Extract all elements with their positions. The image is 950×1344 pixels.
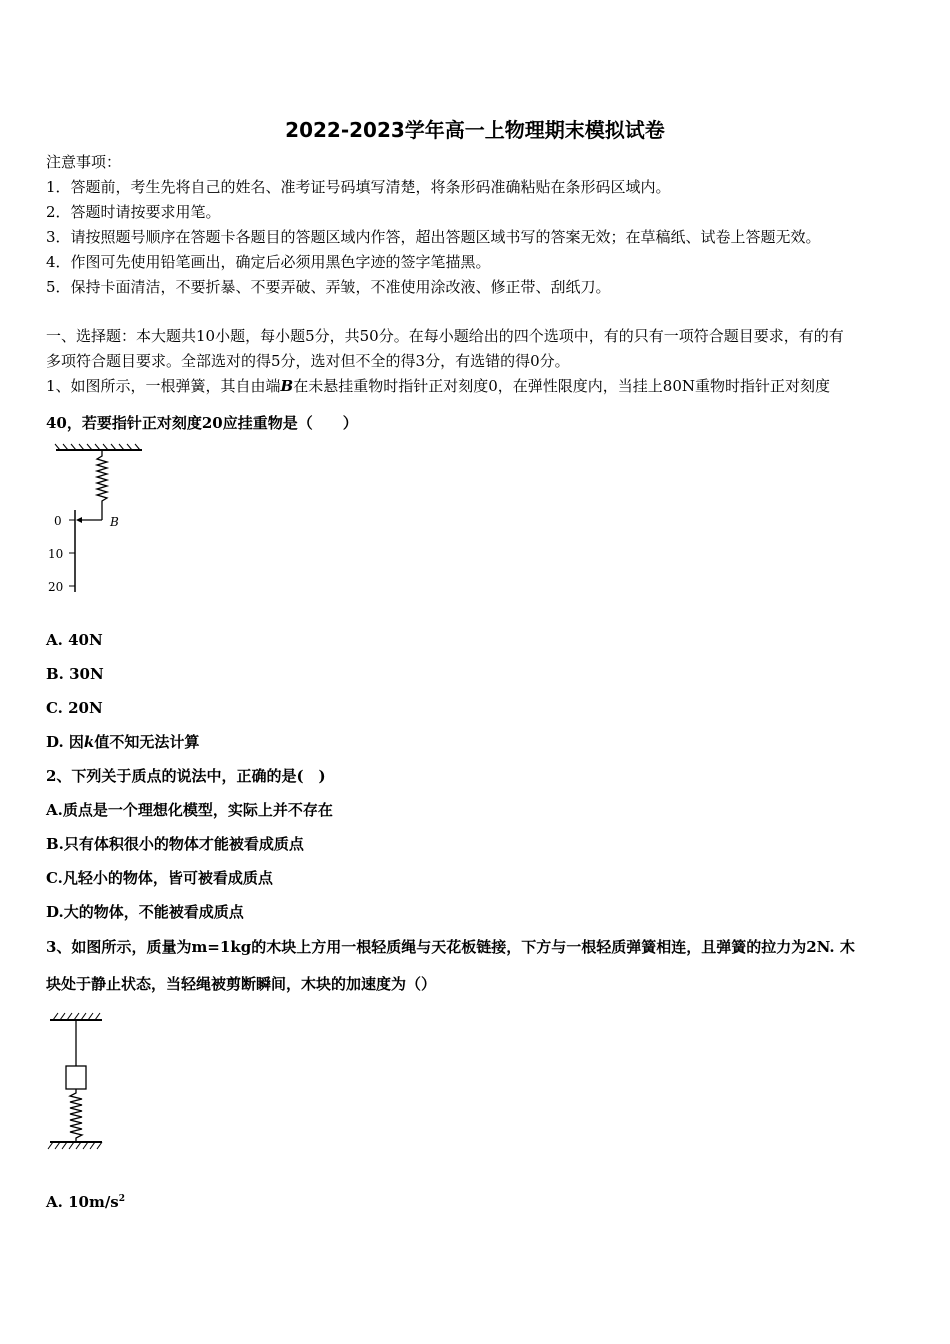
- q1-stem-part-a: 1、如图所示，一根弹簧，其自由端: [46, 377, 281, 395]
- section-instructions-line2: 多项符合题目要求。全部选对的得5分，选对但不全的得3分，有选错的得0分。: [46, 352, 570, 370]
- q1-tick-label-10: 10: [48, 547, 64, 561]
- q1-option-d-prefix: D. 因: [46, 733, 84, 751]
- q1-option-b: B. 30N: [46, 665, 104, 683]
- q3-block-spring-figure: [44, 1006, 114, 1156]
- q2-option-d: D.大的物体，不能被看成质点: [46, 903, 244, 921]
- q1-stem-part-c: 在未悬挂重物时指针正对刻度0，在弹性限度内，当挂上80N重物时指针正对刻度: [293, 377, 830, 395]
- notice-item-3: 3．请按照题号顺序在答题卡各题目的答题区域内作答，超出答题区域书写的答案无效；在草稿纸、试卷上答题无效。: [46, 228, 821, 246]
- q1-pointer-label: B: [110, 515, 119, 529]
- q1-option-d: [46, 732, 199, 752]
- notice-item-2: 2．答题时请按要求用笔。: [46, 203, 221, 221]
- notice-item-1: 1．答题前，考生先将自己的姓名、准考证号码填写清楚，将条形码准确粘贴在条形码区域内。: [46, 178, 671, 196]
- q1-option-d-k: k: [83, 733, 95, 751]
- q2-option-a: A.质点是一个理想化模型，实际上并不存在: [46, 801, 333, 819]
- q3-stem-line1: 3、如图所示，质量为m=1kg的木块上方用一根轻质绳与天花板链接，下方与一根轻质弹簧相连，且弹簧的拉力为2N. 木: [46, 938, 855, 956]
- q1-stem-line1: [46, 376, 830, 396]
- q3-stem-line2: 块处于静止状态，当轻绳被剪断瞬间，木块的加速度为（）: [46, 975, 437, 993]
- notice-heading: 注意事项：: [46, 153, 122, 171]
- q1-tick-label-20: 20: [48, 580, 64, 594]
- q3-option-a-exponent: 2: [118, 1194, 126, 1204]
- q1-option-d-suffix: 值不知无法计算: [94, 733, 200, 751]
- q2-stem: 2、下列关于质点的说法中，正确的是( ): [46, 767, 326, 785]
- page-title: 2022-2023学年高一上物理期末模拟试卷: [285, 118, 665, 142]
- q1-option-a: A. 40N: [46, 631, 103, 649]
- notice-item-5: 5．保持卡面清洁，不要折暴、不要弄破、弄皱，不准使用涂改液、修正带、刮纸刀。: [46, 278, 611, 296]
- q1-spring-figure: [44, 440, 154, 600]
- q1-stem-point-b: B: [280, 377, 294, 395]
- notice-item-4: 4．作图可先使用铅笔画出，确定后必须用黑色字迹的签字笔描黑。: [46, 253, 491, 271]
- q3-option-a: [46, 1192, 125, 1212]
- q2-option-c: C.凡轻小的物体，皆可被看成质点: [46, 869, 273, 887]
- section-instructions-line1: 一、选择题：本大题共10小题，每小题5分，共50分。在每小题给出的四个选项中，有的只有一项符合题目要求，有的有: [46, 327, 844, 345]
- q1-tick-label-0: 0: [54, 514, 62, 528]
- q1-option-c: C. 20N: [46, 699, 103, 717]
- q2-option-b: B.只有体积很小的物体才能被看成质点: [46, 835, 304, 853]
- q3-option-a-text: A. 10m/s: [46, 1193, 119, 1211]
- q1-stem-line2: 40，若要指针正对刻度20应挂重物是（ ）: [46, 414, 358, 432]
